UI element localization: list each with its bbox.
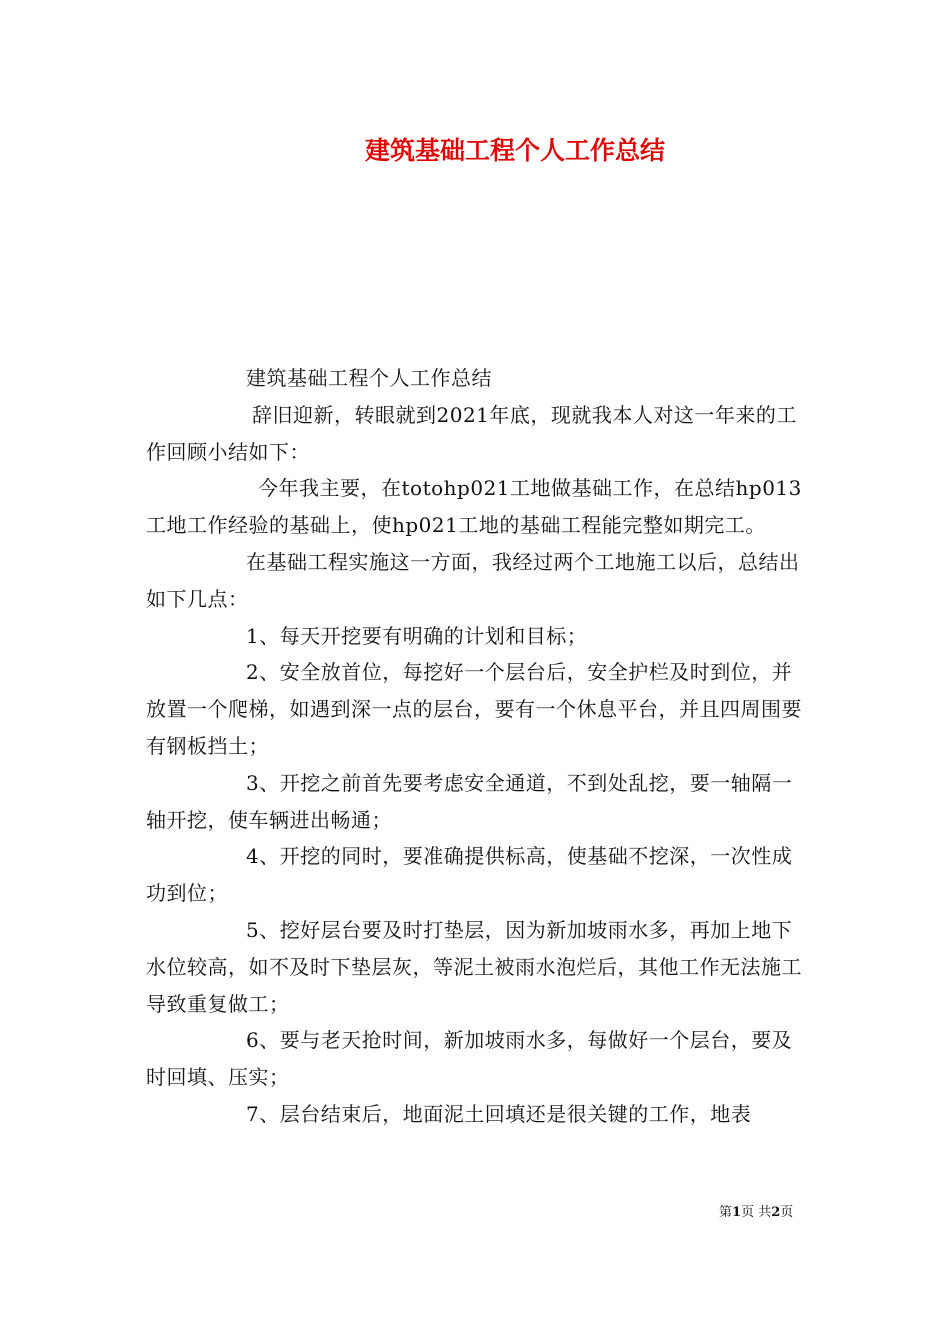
list-item: 1、每天开挖要有明确的计划和目标； [246,623,588,648]
footer-total-pages: 2 [771,1205,781,1220]
list-item: 7、层台结束后，地面泥土回填还是很关键的工作，地表 [246,1101,752,1126]
document-body [146,360,806,1133]
footer-middle: 页 共 [741,1205,772,1220]
paragraph-summary-lead: 在基础工程实施这一方面，我经过两个工地施工以后，总结出如下几点： [146,549,800,611]
list-item: 5、挖好层台要及时打垫层，因为新加坡雨水多，再加上地下水位较高，如不及时下垫层灰，等泥土被雨水泡烂后，其他工作无法施工导致重复做工； [146,917,802,1016]
list-item: 6、要与老天抢时间，新加坡雨水多，每做好一个层台，要及时回填、压实； [146,1028,793,1090]
footer-prefix: 第 [719,1205,733,1220]
page-title: 建筑基础工程个人工作总结 [364,136,665,165]
footer-suffix: 页 [780,1205,794,1220]
list-item: 4、开挖的同时，要准确提供标高，使基础不挖深，一次性成功到位； [146,844,793,906]
footer-page-number: 1 [732,1205,742,1220]
paragraph-intro: 辞旧迎新，转眼就到2021年底，现就我本人对这一年来的工作回顾小结如下： [146,402,797,464]
list-item: 3、开挖之前首先要考虑安全通道，不到处乱挖，要一轴隔一轴开挖，使车辆进出畅通； [146,770,793,832]
list-item: 2、安全放首位，每挖好一个层台后，安全护栏及时到位，并放置一个爬梯，如遇到深一点的层台，要有一个休息平台，并且四周围要有钢板挡土； [146,660,802,758]
paragraph-main-work: 今年我主要，在totohp021工地做基础工作，在总结hp013工地工作经验的基础上，使hp021工地的基础工程能完整如期完工。 [146,476,802,538]
paragraph-heading: 建筑基础工程个人工作总结 [246,366,492,390]
page-footer [719,1203,793,1223]
